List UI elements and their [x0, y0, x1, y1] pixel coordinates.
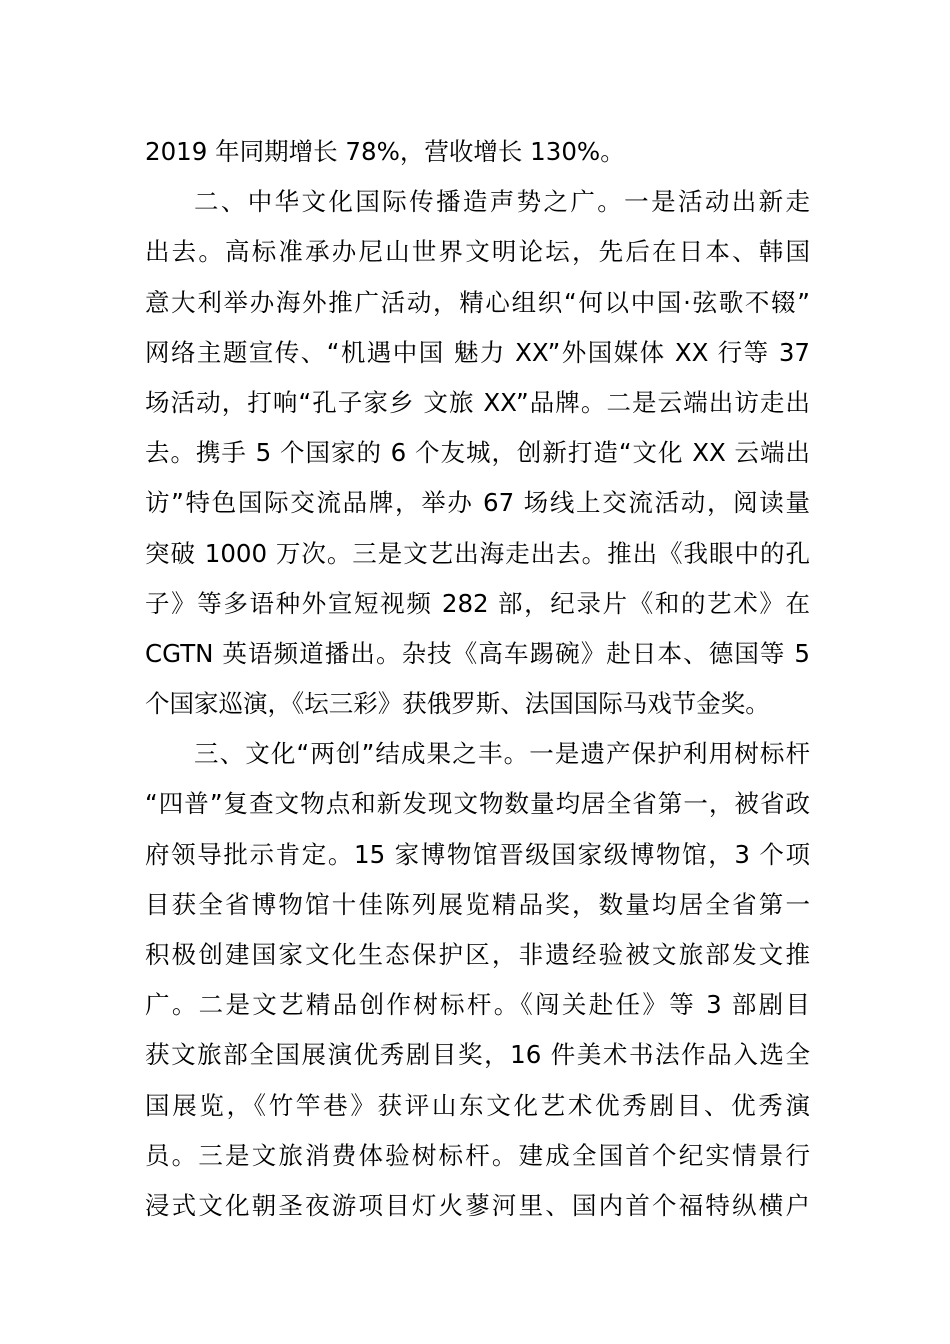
text-line: 员。三是文旅消费体验树标杆。建成全国首个纪实情景行 [145, 1140, 810, 1170]
text-line: 广。二是文艺精品创作树标杆。《闯关赴任》等 3 部剧目 [145, 990, 810, 1020]
text-line: 出去。高标准承办尼山世界文明论坛，先后在日本、韩国 [145, 237, 810, 267]
text-line: 意大利举办海外推广活动，精心组织“何以中国·弦歌不辍” [145, 287, 810, 317]
text-line: CGTN 英语频道播出。杂技《高车踢碗》赴日本、德国等 5 [145, 638, 810, 668]
text-line: 网络主题宣传、“机遇中国 魅力 XX”外国媒体 XX 行等 37 [145, 337, 810, 367]
text-line: 浸式文化朝圣夜游项目灯火蓼河里、国内首个福特纵横户 [145, 1190, 810, 1220]
text-line: 去。携手 5 个国家的 6 个友城，创新打造“文化 XX 云端出 [145, 438, 810, 468]
text-line: 目获全省博物馆十佳陈列展览精品奖，数量均居全省第一 [145, 889, 810, 919]
text-line: “四普”复查文物点和新发现文物数量均居全省第一，被省政 [145, 789, 810, 819]
text-line: 场活动，打响“孔子家乡 文旅 XX”品牌。二是云端出访走出 [145, 387, 810, 417]
text-line: 突破 1000 万次。三是文艺出海走出去。推出《我眼中的孔 [145, 538, 810, 568]
text-line: 访”特色国际交流品牌，举办 67 场线上交流活动，阅读量 [145, 488, 810, 518]
section-heading-line: 三、文化“两创”结成果之丰。一是遗产保护利用树标杆 [194, 739, 810, 769]
text-line: 获文旅部全国展演优秀剧目奖，16 件美术书法作品入选全 [145, 1040, 810, 1070]
text-line: 积极创建国家文化生态保护区，非遗经验被文旅部发文推 [145, 940, 810, 969]
text-line: 府领导批示肯定。15 家博物馆晋级国家级博物馆，3 个项 [145, 839, 810, 869]
section-heading-line: 二、中华文化国际传播造声势之广。一是活动出新走 [194, 187, 810, 217]
text-line: 子》等多语种外宣短视频 282 部，纪录片《和的艺术》在 [145, 588, 810, 618]
text-line: 个国家巡演，《坛三彩》获俄罗斯、法国国际马戏节金奖。 [145, 689, 770, 719]
document-body [145, 127, 810, 1231]
text-line: 2019 年同期增长 78%，营收增长 130%。 [145, 137, 625, 166]
text-line: 国展览，《竹竿巷》获评山东文化艺术优秀剧目、优秀演 [145, 1090, 810, 1120]
